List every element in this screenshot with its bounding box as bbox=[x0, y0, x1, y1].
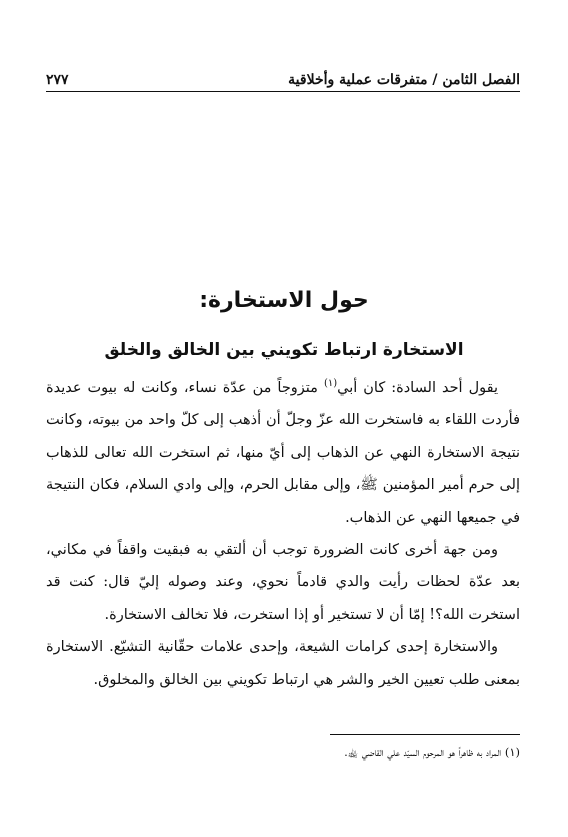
paragraph-2: ومن جهة أخرى كانت الضرورة توجب أن ألتقي به فبقيت واقفاً في مكاني، بعد عدّة لحظات رأيت والدي قادماً نحوي، وعند وصوله إليّ قال: كنت قد استخرت الله؟! إمّا أن لا تستخير أو إذا استخرت، فلا تخالف الاستخارة. bbox=[46, 542, 520, 623]
page-header bbox=[46, 62, 520, 92]
footnote-divider bbox=[330, 734, 520, 735]
footnote-reference[interactable]: (١) bbox=[323, 378, 338, 390]
paragraph-1 bbox=[46, 372, 520, 534]
footnote: (١) المراد به ظاهراً هو المرحوم السيّد علي القاضي ﵀. bbox=[344, 745, 520, 759]
sub-title: الاستخارة ارتباط تكويني بين الخالق والخلق bbox=[104, 340, 464, 360]
paragraph-1-start: يقول أحد السادة: كان أبي bbox=[337, 380, 498, 396]
section-title: حول الاستخارة: bbox=[199, 288, 369, 313]
body-text bbox=[46, 372, 520, 696]
paragraph-1-rest: متزوجاً من عدّة نساء، وكانت له بيوت عديدة فأردت اللقاء به فاستخرت الله عزّ وجلّ أن أذهب إلى كلّ واحد من بيوته، وكانت نتيجة الاستخارة النهي عن الذهاب إلى أيّ منها، ثم استخرت الله تعالى للذهاب إلى حرم أمير المؤمنين ﷺ، وإلى مقابل الحرم، وإلى وادي السلام، فكان النتيجة في جميعها النهي عن الذهاب. bbox=[46, 380, 520, 526]
running-title: الفصل الثامن / متفرقات عملية وأخلاقية bbox=[288, 72, 520, 88]
page-number: ٢٧٧ bbox=[46, 72, 69, 88]
paragraph-3: والاستخارة إحدى كرامات الشيعة، وإحدى علامات حقّانية التشيّع. الاستخارة بمعنى طلب تعيين الخير والشر هي ارتباط تكويني بين الخالق والمخلوق. bbox=[46, 639, 520, 688]
